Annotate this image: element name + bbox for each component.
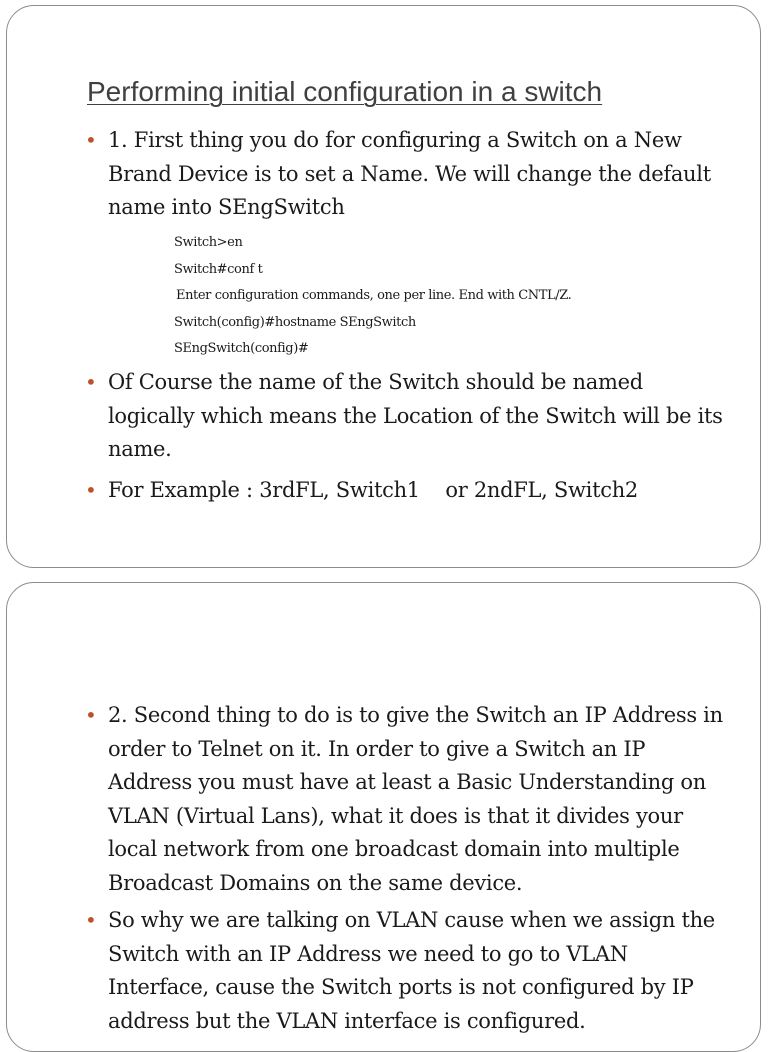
bullet-text: So why we are talking on VLAN cause when we assign the Switch with an IP Address we need to go to VLAN Interface, cause the Switch ports is not configured by IP address but the VLAN interface is configured. xyxy=(108,908,715,1033)
bullet-item xyxy=(7,366,760,467)
code-line: Switch#conf t xyxy=(174,261,263,277)
bullet-item xyxy=(7,474,760,508)
code-line: Enter configuration commands, one per line. End with CNTL/Z. xyxy=(176,288,572,304)
cli-code-block xyxy=(7,230,571,363)
bullet-item xyxy=(7,904,760,1038)
bullet-dot-icon: • xyxy=(85,370,97,394)
code-line: Switch(config)#hostname SEngSwitch xyxy=(174,314,416,330)
bullet-text: Of Course the name of the Switch should be named logically which means the Location of the Switch will be its name. xyxy=(108,370,723,461)
bullet-dot-icon: • xyxy=(85,908,97,932)
slide-title: Performing initial configuration in a switch xyxy=(87,76,603,107)
code-line: Switch>en xyxy=(174,235,243,250)
slide-1 xyxy=(6,5,761,568)
bullet-dot-icon: • xyxy=(85,477,97,502)
bullet-text: For Example : 3rdFL, Switch1 or 2ndFL, Switch2 xyxy=(108,477,638,502)
bullet-list xyxy=(7,366,760,507)
bullet-list xyxy=(7,699,760,1038)
slide-2 xyxy=(6,582,761,1052)
bullet-text: 1. First thing you do for configuring a Switch on a New Brand Device is to set a Name. We will change the default name into SEngSwitch xyxy=(108,128,711,219)
bullet-text: 2. Second thing to do is to give the Switch an IP Address in order to Telnet on it. In order to give a Switch an IP Address you must have at least a Basic Understanding on VLAN (Virtual Lans), what it does is that it divides your local network from one broadcast domain into multiple Broadcast Domains on the same device. xyxy=(108,703,723,895)
bullet-list xyxy=(7,124,760,225)
bullet-item xyxy=(7,699,760,900)
bullet-dot-icon: • xyxy=(85,703,97,727)
bullet-item xyxy=(7,124,760,225)
code-line: SEngSwitch(config)# xyxy=(174,341,309,357)
bullet-dot-icon: • xyxy=(85,128,97,152)
